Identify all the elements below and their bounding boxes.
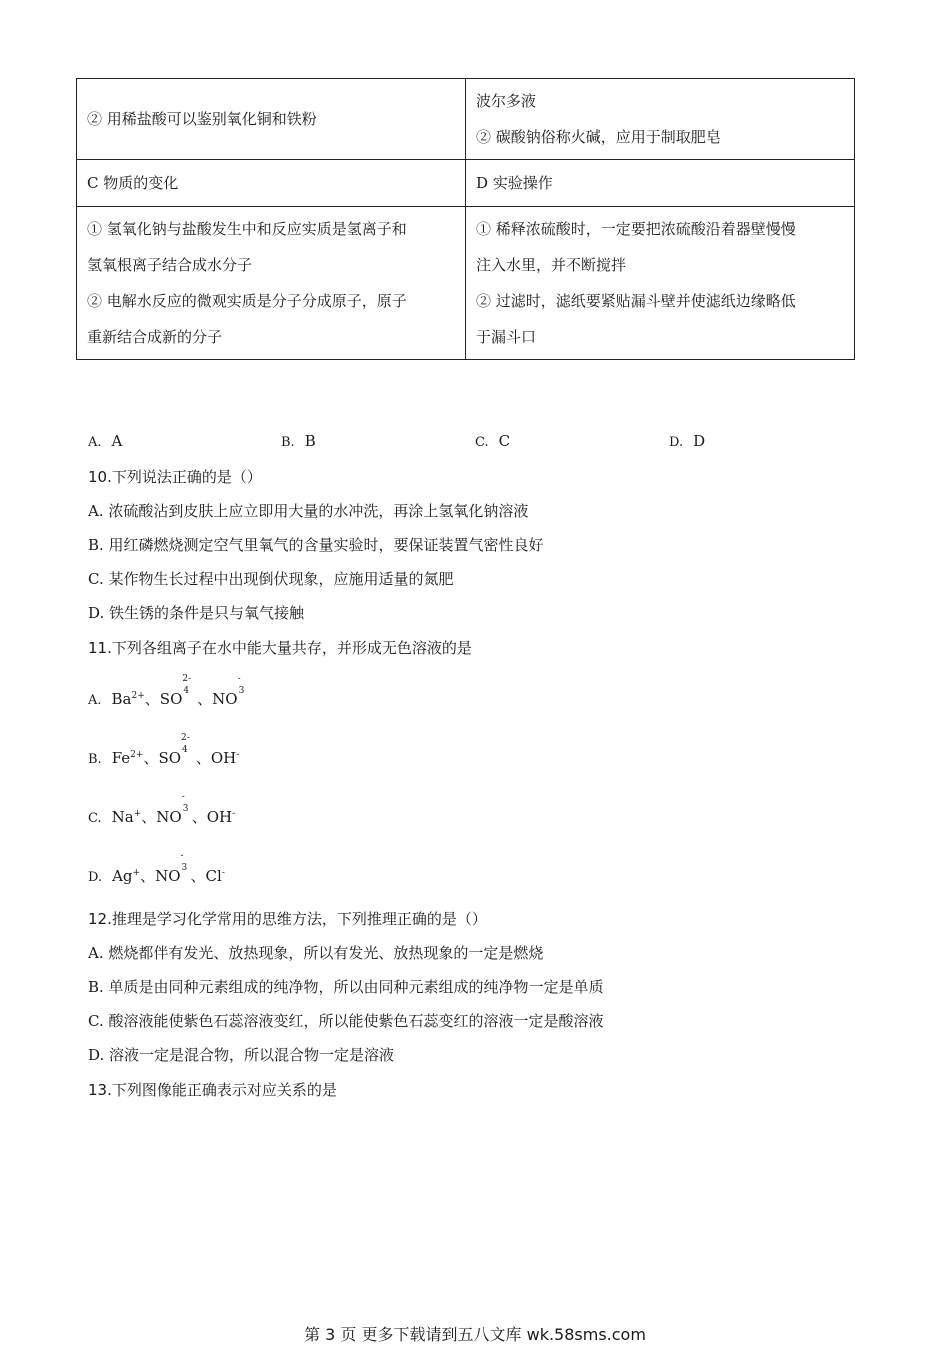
q10-option-c: C. 某作物生长过程中出现倒伏现象，应施用适量的氮肥 <box>88 570 454 588</box>
q12-option-b: B. 单质是由同种元素组成的纯净物，所以由同种元素组成的纯净物一定是单质 <box>88 978 604 996</box>
table-cell <box>77 79 466 160</box>
cell-text: ② 碳酸钠俗称火碱，应用于制取肥皂 <box>476 128 721 146</box>
cell-text: ① 稀释浓硫酸时，一定要把浓硫酸沿着器壁慢慢 <box>476 220 796 238</box>
q9-option-a: A. A <box>88 432 123 450</box>
page-footer: 第 3 页 更多下载请到五八文库 wk.58sms.com <box>304 1325 646 1344</box>
cell-text: 波尔多液 <box>476 92 537 110</box>
table-cell <box>77 207 466 360</box>
q9-option-c: C. C <box>475 432 511 450</box>
q11-option-c: C. Na+、NO - 3 、OH- <box>88 792 236 826</box>
q12-option-d: D. 溶液一定是混合物，所以混合物一定是溶液 <box>88 1046 395 1064</box>
cell-text: 于漏斗口 <box>476 328 537 346</box>
q13-stem: 13.下列图像能正确表示对应关系的是 <box>88 1081 337 1099</box>
cell-text: ② 用稀盐酸可以鉴别氧化铜和铁粉 <box>87 110 317 128</box>
q12-option-a: A. 燃烧都伴有发光、放热现象，所以有发光、放热现象的一定是燃烧 <box>88 944 544 962</box>
cell-text: 注入水里，并不断搅拌 <box>476 256 627 274</box>
cell-text: ② 过滤时，滤纸要紧贴漏斗壁并使滤纸边缘略低 <box>476 292 796 310</box>
q10-option-a: A. 浓硫酸沾到皮肤上应立即用大量的水冲洗，再涂上氢氧化钠溶液 <box>88 502 529 520</box>
table-header-cell: C 物质的变化 <box>77 160 466 207</box>
cell-text: ① 氢氧化钠与盐酸发生中和反应实质是氢离子和 <box>87 220 407 238</box>
q10-option-d: D. 铁生锈的条件是只与氧气接触 <box>88 604 305 622</box>
table-cell <box>466 79 855 160</box>
q10-stem: 10.下列说法正确的是（） <box>88 468 262 486</box>
q12-stem: 12.推理是学习化学常用的思维方法，下列推理正确的是（） <box>88 910 487 928</box>
q9-option-b: B. B <box>281 432 316 450</box>
cell-text: ② 电解水反应的微观实质是分子分成原子，原子 <box>87 292 407 310</box>
q11-option-b: B. $Fe^{2+}$、SO 2- 4 、OH- <box>88 733 240 767</box>
q11-option-d: D. Ag+、NO - 3 、Cl- <box>88 851 225 885</box>
cell-text: 重新结合成新的分子 <box>87 328 223 346</box>
cell-text: 氢氧根离子结合成水分子 <box>87 256 253 274</box>
q9-option-d: D. D <box>669 432 706 450</box>
table-cell <box>466 207 855 360</box>
q11-option-a: A. $Ba^{2+}$、SO 2- 4 、NO - 3 <box>88 674 245 708</box>
q12-option-c: C. 酸溶液能使紫色石蕊溶液变红，所以能使紫色石蕊变红的溶液一定是酸溶液 <box>88 1012 604 1030</box>
knowledge-table <box>76 78 855 360</box>
q10-option-b: B. 用红磷燃烧测定空气里氧气的含量实验时，要保证装置气密性良好 <box>88 536 544 554</box>
q11-stem: 11.下列各组离子在水中能大量共存，并形成无色溶液的是 <box>88 639 472 657</box>
table-header-cell: D 实验操作 <box>466 160 855 207</box>
